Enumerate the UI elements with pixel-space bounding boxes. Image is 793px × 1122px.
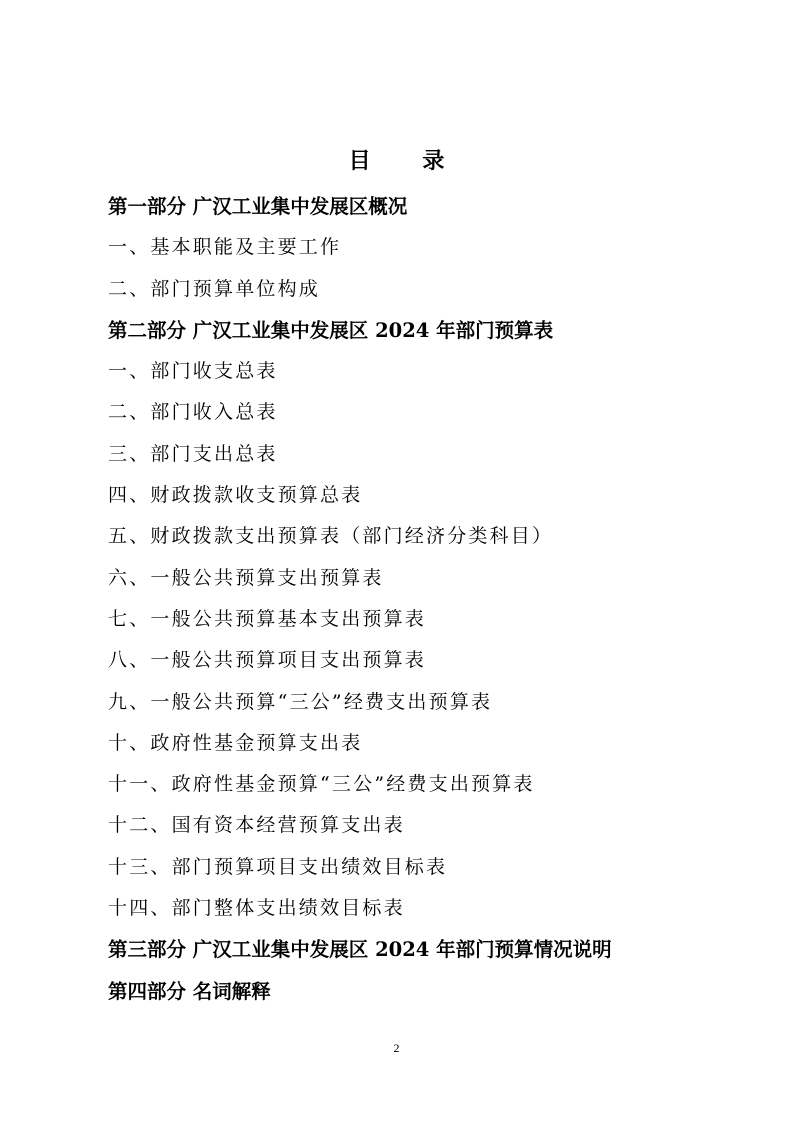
page-number: 2 (393, 1041, 400, 1055)
toc-item-budget-units[interactable]: 二、部门预算单位构成 (108, 277, 321, 300)
toc-item-general-public-basic[interactable]: 七、一般公共预算基本支出预算表 (108, 607, 427, 630)
toc-item-expense-summary[interactable]: 三、部门支出总表 (108, 442, 278, 465)
toc-part-4[interactable]: 第四部分 名词解释 (108, 979, 271, 1003)
toc-item-project-performance[interactable]: 十三、部门预算项目支出绩效目标表 (108, 855, 448, 878)
toc-part-1[interactable]: 第一部分 广汉工业集中发展区概况 (108, 195, 408, 218)
toc-item-general-public-three-public[interactable]: 九、一般公共预算“三公”经费支出预算表 (108, 690, 493, 713)
toc-item-fiscal-appropriation-summary[interactable]: 四、财政拨款收支预算总表 (108, 484, 363, 507)
toc-title: 目 录 (348, 148, 467, 174)
toc-list (108, 186, 708, 1012)
toc-item-fiscal-appropriation-economic[interactable]: 五、财政拨款支出预算表（部门经济分类科目） (108, 525, 554, 548)
toc-item-government-fund-expense[interactable]: 十、政府性基金预算支出表 (108, 731, 363, 754)
toc-item-overall-performance[interactable]: 十四、部门整体支出绩效目标表 (108, 897, 405, 920)
toc-item-general-public-expense[interactable]: 六、一般公共预算支出预算表 (108, 566, 384, 589)
toc-part-3[interactable]: 第三部分 广汉工业集中发展区 2024 年部门预算情况说明 (108, 938, 612, 962)
toc-item-income-expense-summary[interactable]: 一、部门收支总表 (108, 360, 278, 383)
toc-item-general-public-project[interactable]: 八、一般公共预算项目支出预算表 (108, 649, 427, 672)
toc-part-2[interactable]: 第二部分 广汉工业集中发展区 2024 年部门预算表 (108, 318, 554, 342)
toc-item-basic-functions[interactable]: 一、基本职能及主要工作 (108, 236, 342, 259)
toc-item-income-summary[interactable]: 二、部门收入总表 (108, 401, 278, 424)
toc-item-government-fund-three-public[interactable]: 十一、政府性基金预算“三公”经费支出预算表 (108, 773, 535, 796)
toc-item-state-capital-expense[interactable]: 十二、国有资本经营预算支出表 (108, 814, 405, 837)
